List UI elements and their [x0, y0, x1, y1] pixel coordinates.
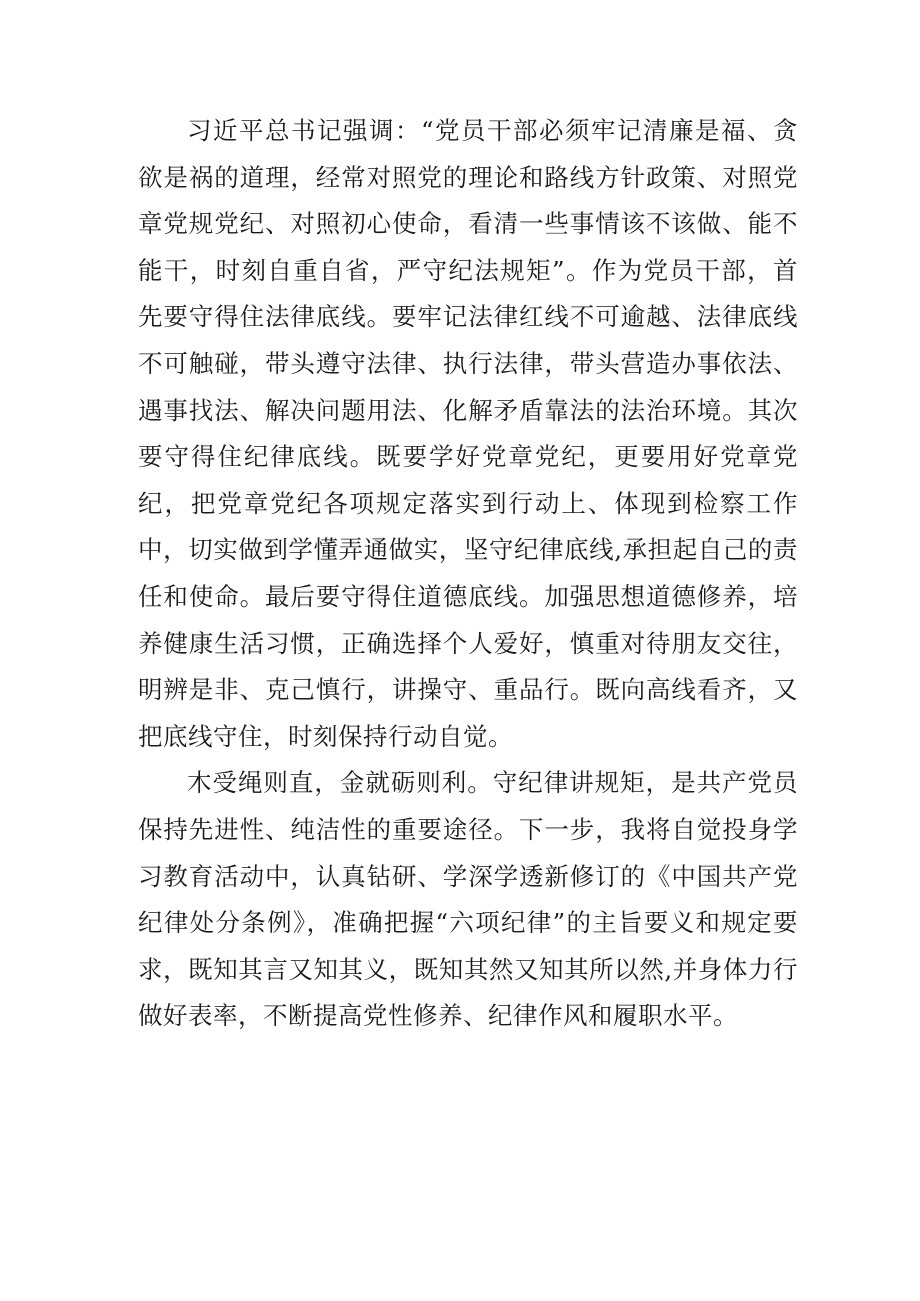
paragraph-1: 习近平总书记强调：“党员干部必须牢记清廉是福、贪欲是祸的道理，经常对照党的理论和路线方针政策、对照党章党规党纪、对照初心使命，看清一些事情该不该做、能不能干，时刻自重自省，严守纪法规矩”。作为党员干部，首先要守得住法律底线。要牢记法律红线不可逾越、法律底线不可触碰，带头遵守法律、执行法律，带头营造办事依法、遇事找法、解决问题用法、化解矛盾靠法的法治环境。其次要守得住纪律底线。既要学好党章党纪，更要用好党章党纪，把党章党纪各项规定落实到行动上、体现到检察工作中，切实做到学懂弄通做实，坚守纪律底线,承担起自己的责任和使命。最后要守得住道德底线。加强思想道德修养，培养健康生活习惯，正确选择个人爱好，慎重对待朋友交往，明辨是非、克己慎行，讲操守、重品行。既向高线看齐，又把底线守住，时刻保持行动自觉。: [138, 116, 798, 751]
paragraph-2: 木受绳则直，金就砺则利。守纪律讲规矩，是共产党员保持先进性、纯洁性的重要途径。下一步，我将自觉投身学习教育活动中，认真钻研、学深学透新修订的《中国共产党纪律处分条例》，准确把握“六项纪律”的主旨要义和规定要求，既知其言又知其义，既知其然又知其所以然,并身体力行做好表率，不断提高党性修养、纪律作风和履职水平。: [138, 768, 798, 1031]
document-body: [138, 108, 798, 1040]
